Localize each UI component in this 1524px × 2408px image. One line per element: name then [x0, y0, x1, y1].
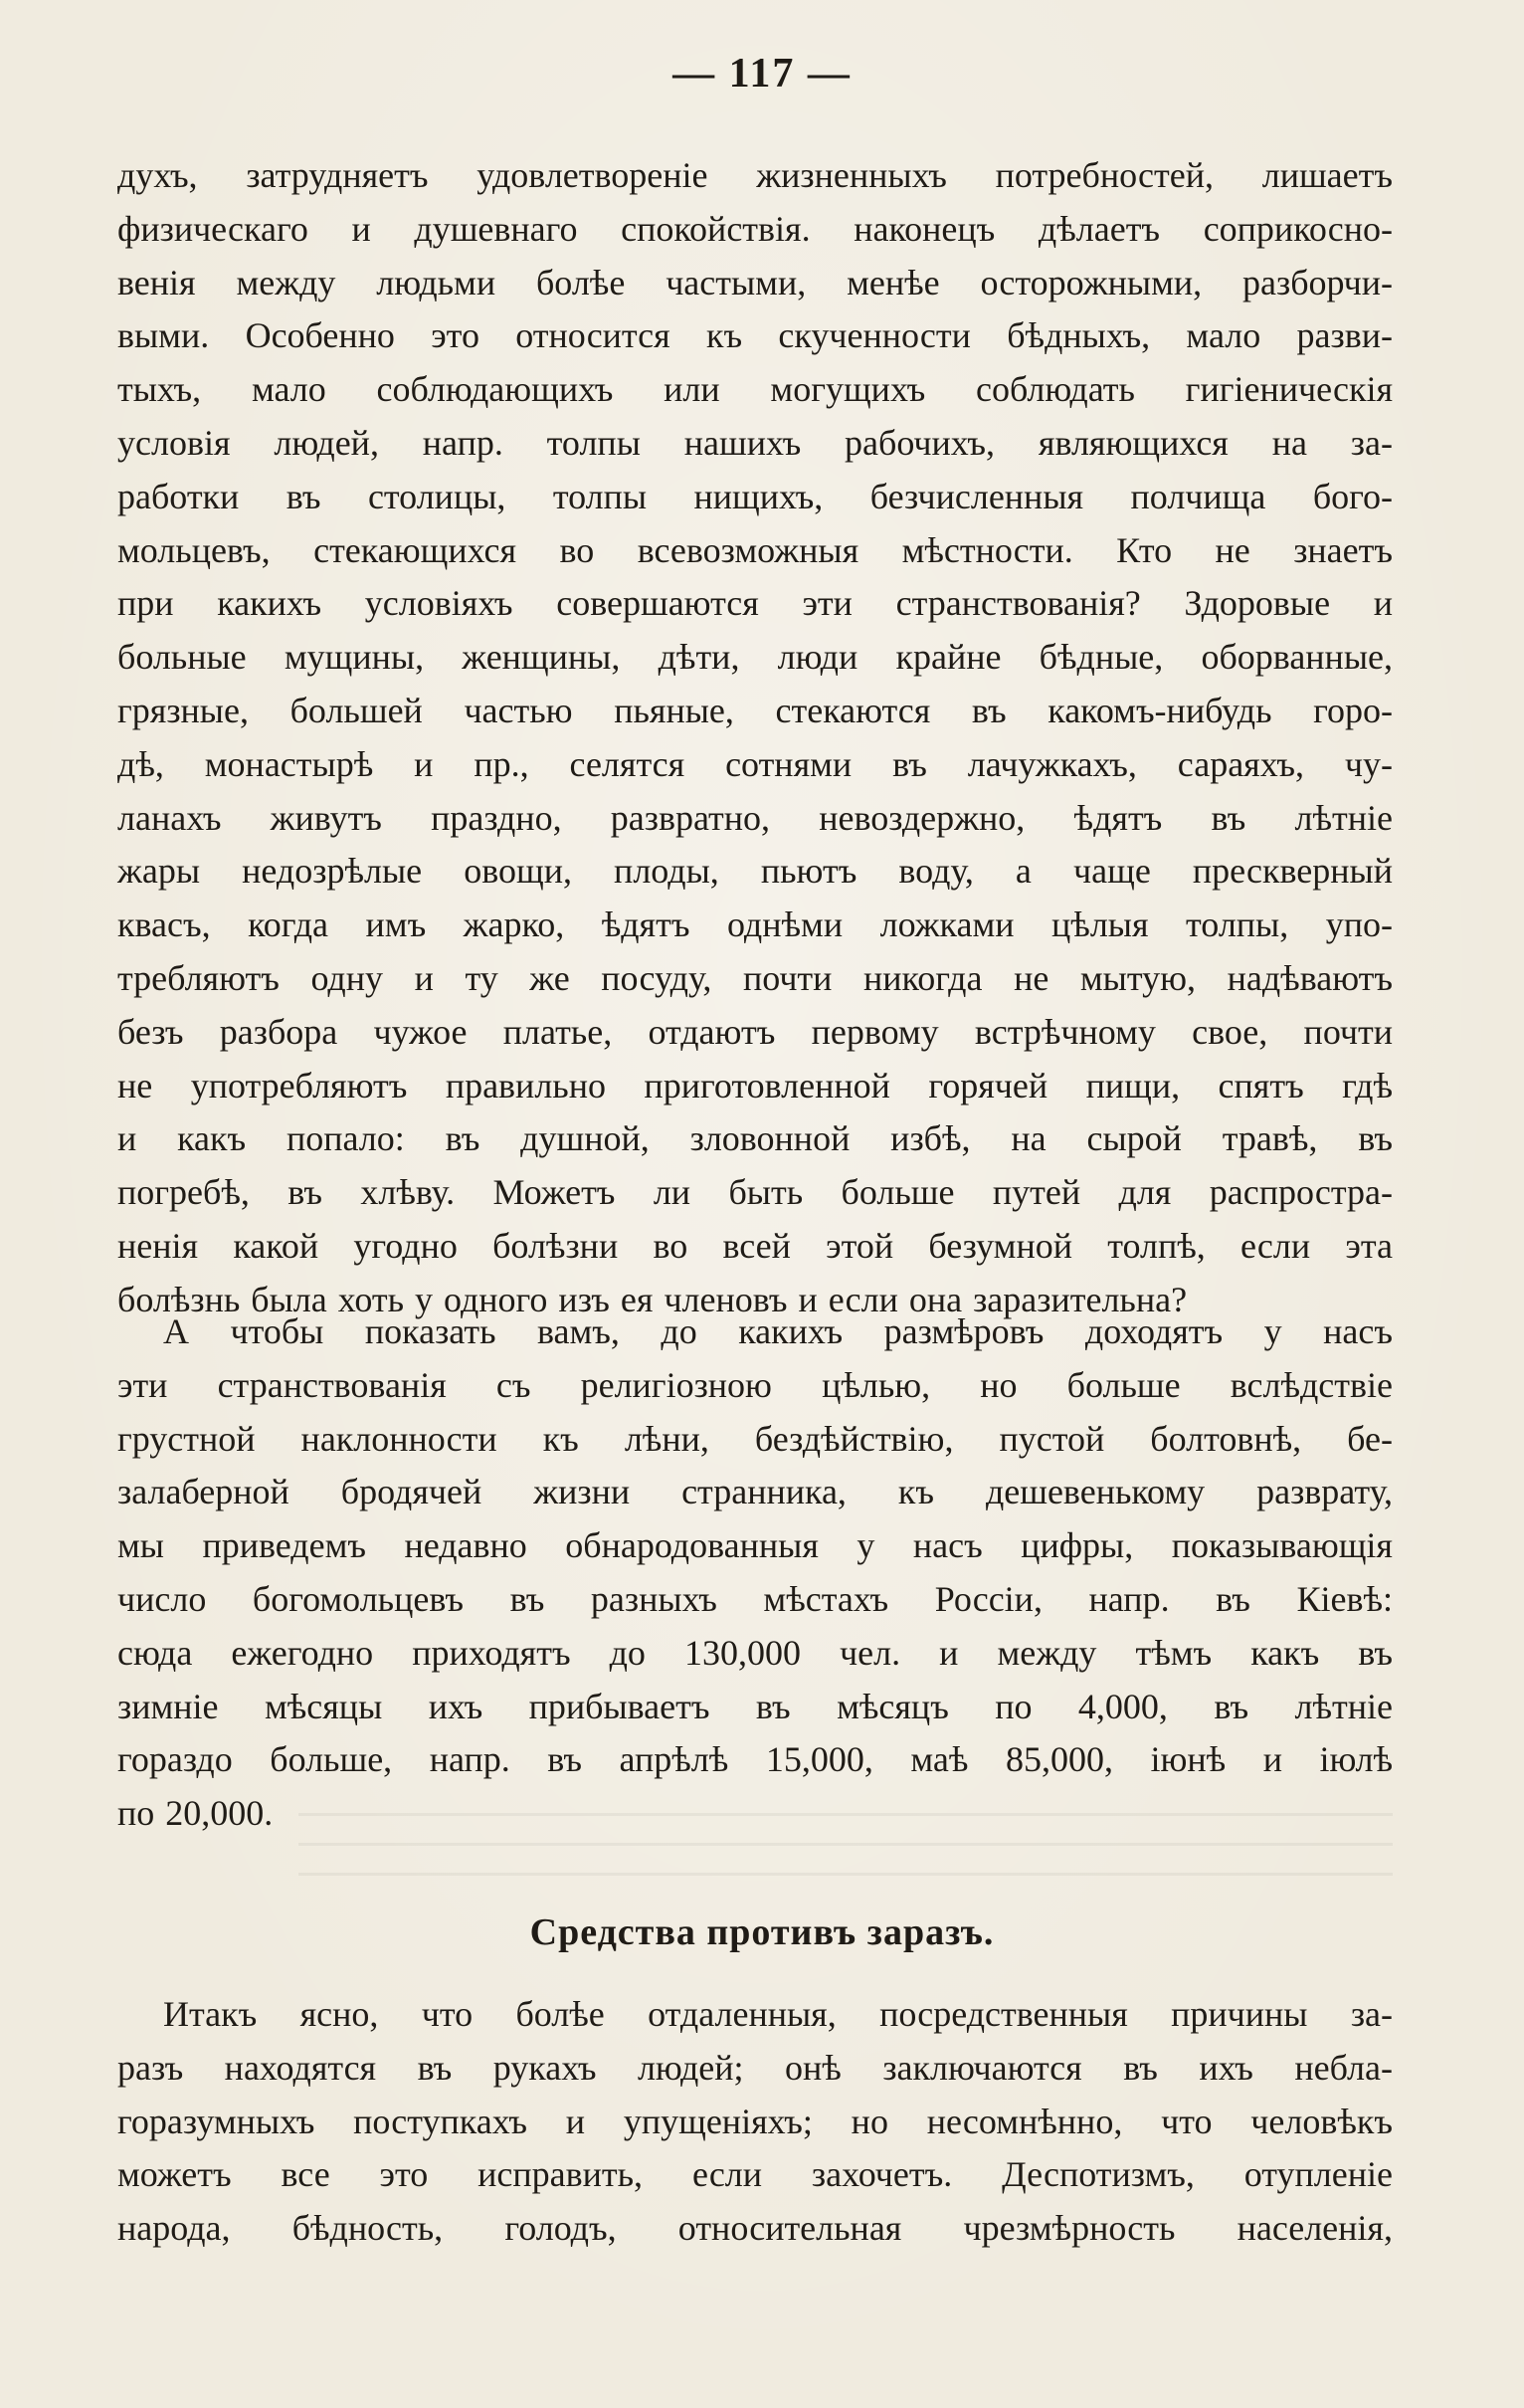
show-through-bleed [298, 1813, 1393, 1903]
text-line: при какихъ условіяхъ совершаются эти странствованія? Здоровые и [117, 583, 1393, 624]
text-line: ненія какой угодно болѣзни во всей этой безумной толпѣ, если эта [117, 1225, 1393, 1266]
page-number: — 117 — [672, 51, 852, 97]
text-line: духъ, затрудняетъ удовлетвореніе жизненныхъ потребностей, лишаетъ [117, 155, 1393, 195]
text-line: по 20,000. [117, 1793, 274, 1834]
text-line: число богомольцевъ въ разныхъ мѣстахъ Россіи, напр. въ Кіевѣ: [117, 1578, 1393, 1619]
text-line: физическаго и душевнаго спокойствія. наконецъ дѣлаетъ соприкосно- [117, 208, 1393, 249]
text-line: тыхъ, мало соблюдающихъ или могущихъ соблюдать гигіеническія [117, 369, 1393, 410]
text-line: можетъ все это исправить, если захочетъ. Деспотизмъ, отупленіе [117, 2154, 1393, 2195]
text-line: ланахъ живутъ праздно, развратно, невоздержно, ѣдятъ въ лѣтніе [117, 797, 1393, 838]
text-line: грязные, большей частью пьяные, стекаются въ какомъ-нибудь горо- [117, 690, 1393, 730]
text-line: мольцевъ, стекающихся во всевозможныя мѣстности. Кто не знаетъ [117, 529, 1393, 570]
text-line: требляютъ одну и ту же посуду, почти никогда не мытую, надѣваютъ [117, 957, 1393, 998]
text-line: погребѣ, въ хлѣву. Можетъ ли быть больше путей для распростра- [117, 1172, 1393, 1213]
text-line: А чтобы показать вамъ, до какихъ размѣровъ доходятъ у насъ [163, 1311, 1393, 1351]
text-line: болѣзнь была хоть у одного изъ ея членовъ и если она заразительна? [117, 1279, 1188, 1319]
text-line: венія между людьми болѣе частыми, менѣе осторожными, разборчи- [117, 262, 1393, 302]
text-line: Итакъ ясно, что болѣе отдаленныя, посредственныя причины за- [163, 1994, 1393, 2034]
paragraph [117, 1305, 1393, 1841]
text-line: не употребляютъ правильно приготовленной горячей пищи, спятъ гдѣ [117, 1065, 1393, 1105]
text-line: выми. Особенно это относится къ скученности бѣдныхъ, мало разви- [117, 315, 1393, 356]
text-line: дѣ, монастырѣ и пр., селятся сотнями въ лачужкахъ, сараяхъ, чу- [117, 743, 1393, 784]
text-line: и какъ попало: въ душной, зловонной избѣ, на сырой травѣ, въ [117, 1118, 1393, 1159]
text-line: сюда ежегодно приходятъ до 130,000 чел. и между тѣмъ какъ въ [117, 1632, 1393, 1673]
text-line: эти странствованія съ религіозною цѣлью, но больше вслѣдствіе [117, 1364, 1393, 1405]
text-line: горазумныхъ поступкахъ и упущеніяхъ; но несомнѣнно, что человѣкъ [117, 2101, 1393, 2141]
paragraph [117, 1988, 1393, 2256]
text-line: квасъ, когда имъ жарко, ѣдятъ однѣми ложками цѣлыя толпы, упо- [117, 904, 1393, 945]
text-line: безъ разбора чужое платье, отдаютъ первому встрѣчному свое, почти [117, 1011, 1393, 1052]
text-line: больные мущины, женщины, дѣти, люди крайне бѣдные, оборванные, [117, 637, 1393, 678]
text-line: работки въ столицы, толпы нищихъ, безчисленныя полчища бого- [117, 476, 1393, 516]
text-line: зимніе мѣсяцы ихъ прибываетъ въ мѣсяцъ по 4,000, въ лѣтніе [117, 1686, 1393, 1726]
text-line: мы приведемъ недавно обнародованныя у насъ цифры, показывающія [117, 1525, 1393, 1566]
text-line: жары недозрѣлые овощи, плоды, пьютъ воду, а чаще прескверный [117, 851, 1393, 892]
text-line: гораздо больше, напр. въ апрѣлѣ 15,000, маѣ 85,000, іюнѣ и іюлѣ [117, 1739, 1393, 1780]
paragraph [117, 149, 1393, 1327]
text-line: залаберной бродячей жизни странника, къ дешевенькому разврату, [117, 1472, 1393, 1512]
text-line: народа, бѣдность, голодъ, относительная чрезмѣрность населенія, [117, 2208, 1393, 2249]
text-line: грустной наклонности къ лѣни, бездѣйствію, пустой болтовнѣ, бе- [117, 1418, 1393, 1459]
section-heading: Средства противъ заразъ. [529, 1911, 995, 1953]
text-line: разъ находятся въ рукахъ людей; онѣ заключаются въ ихъ небла- [117, 2047, 1393, 2088]
text-line: условія людей, напр. толпы нашихъ рабочихъ, являющихся на за- [117, 422, 1393, 463]
